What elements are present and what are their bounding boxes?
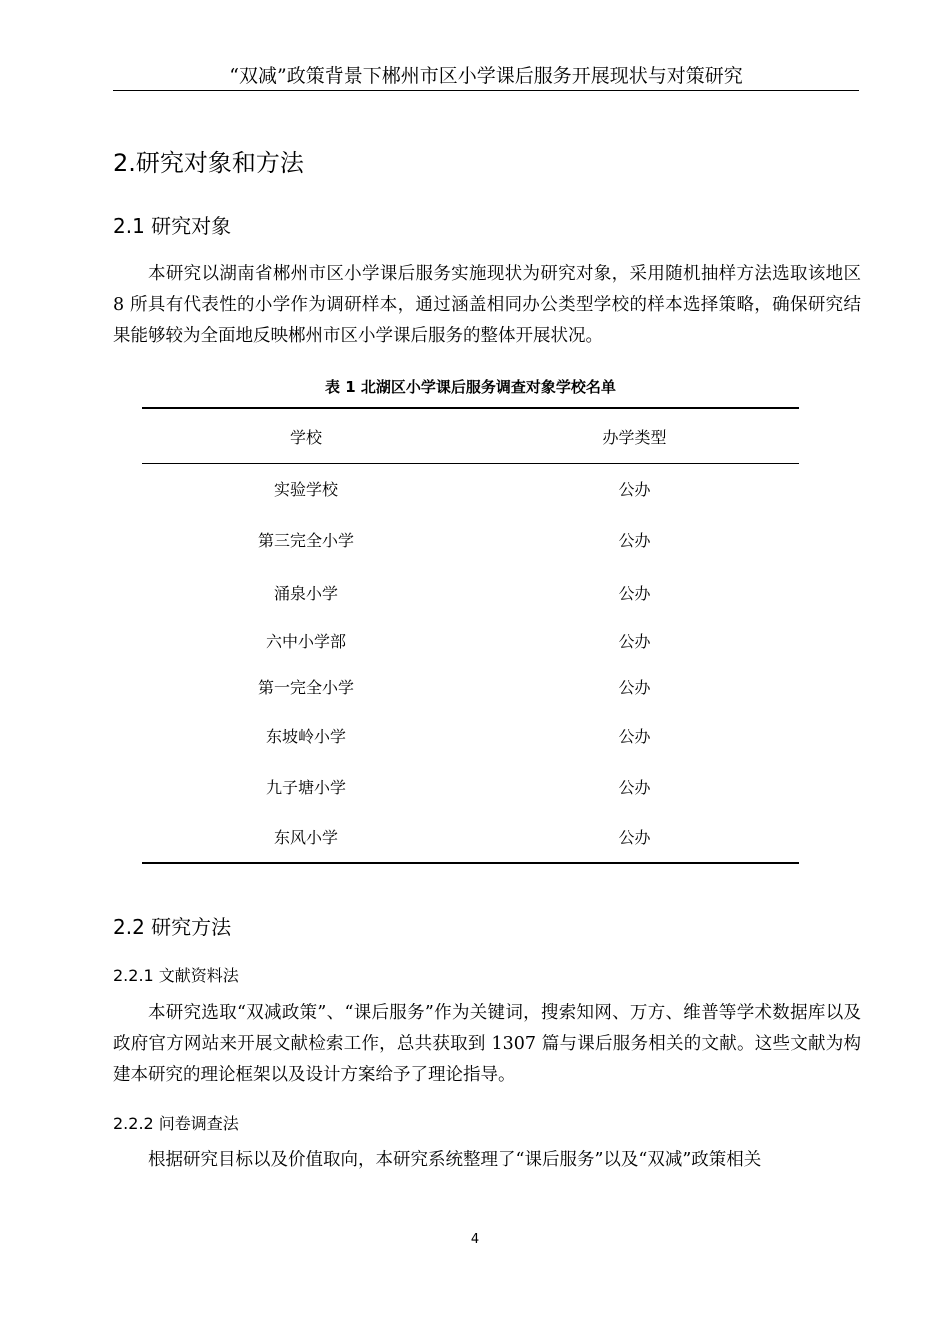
- method-heading-questionnaire: 2.2.2 问卷调查法: [113, 1114, 239, 1133]
- table-cell-school: 六中小学部: [265, 632, 346, 651]
- table-cell-type: 公办: [618, 778, 651, 797]
- table-cell-school: 第三完全小学: [257, 531, 354, 550]
- table-cell-type: 公办: [618, 678, 651, 697]
- table-cell-school: 东坡岭小学: [265, 727, 346, 746]
- table-header-school: 学校: [289, 428, 322, 447]
- table-top-rule: [142, 407, 799, 409]
- table-caption: 表 1 北湖区小学课后服务调查对象学校名单: [325, 378, 616, 396]
- table-cell-school: 九子塘小学: [265, 778, 346, 797]
- page-number: 4: [470, 1232, 480, 1247]
- table-header-type: 办学类型: [602, 428, 667, 447]
- table-cell-type: 公办: [618, 584, 651, 603]
- section-heading: 2.研究对象和方法: [113, 149, 304, 177]
- running-header: “双减”政策背景下郴州市区小学课后服务开展现状与对策研究: [229, 65, 743, 87]
- table-cell-school: 东风小学: [273, 828, 338, 847]
- research-object-paragraph: 本研究以湖南省郴州市区小学课后服务实施现状为研究对象，采用随机抽样方法选取该地区 8 所具有代表性的小学作为调研样本，通过涵盖相同办公类型学校的样本选择策略，确保研究结果能够较为全面地反映郴州市区小学课后服务的整体开展状况。: [113, 264, 861, 346]
- table-cell-type: 公办: [618, 632, 651, 651]
- table-cell-type: 公办: [618, 727, 651, 746]
- subsection-heading-research-method: 2.2 研究方法: [113, 915, 232, 939]
- subsection-heading-research-object: 2.1 研究对象: [113, 214, 232, 238]
- table-cell-school: 涌泉小学: [273, 584, 338, 603]
- header-rule: [113, 90, 859, 91]
- table-cell-type: 公办: [618, 828, 651, 847]
- questionnaire-method-paragraph: 根据研究目标以及价值取向，本研究系统整理了“课后服务”以及“双减”政策相关: [148, 1150, 762, 1170]
- table-bottom-rule: [142, 862, 799, 864]
- method-heading-literature: 2.2.1 文献资料法: [113, 966, 239, 985]
- table-cell-type: 公办: [618, 480, 651, 499]
- table-cell-school: 实验学校: [273, 480, 338, 499]
- literature-method-paragraph: 本研究选取“双减政策”、“课后服务”作为关键词，搜索知网、万方、维普等学术数据库以及政府官方网站来开展文献检索工作，总共获取到 1307 篇与课后服务相关的文献。这些文献为构建本研究的理论框架以及设计方案给予了理论指导。: [113, 1003, 861, 1085]
- table-cell-type: 公办: [618, 531, 651, 550]
- table-cell-school: 第一完全小学: [257, 678, 354, 697]
- table-header-rule: [142, 463, 799, 464]
